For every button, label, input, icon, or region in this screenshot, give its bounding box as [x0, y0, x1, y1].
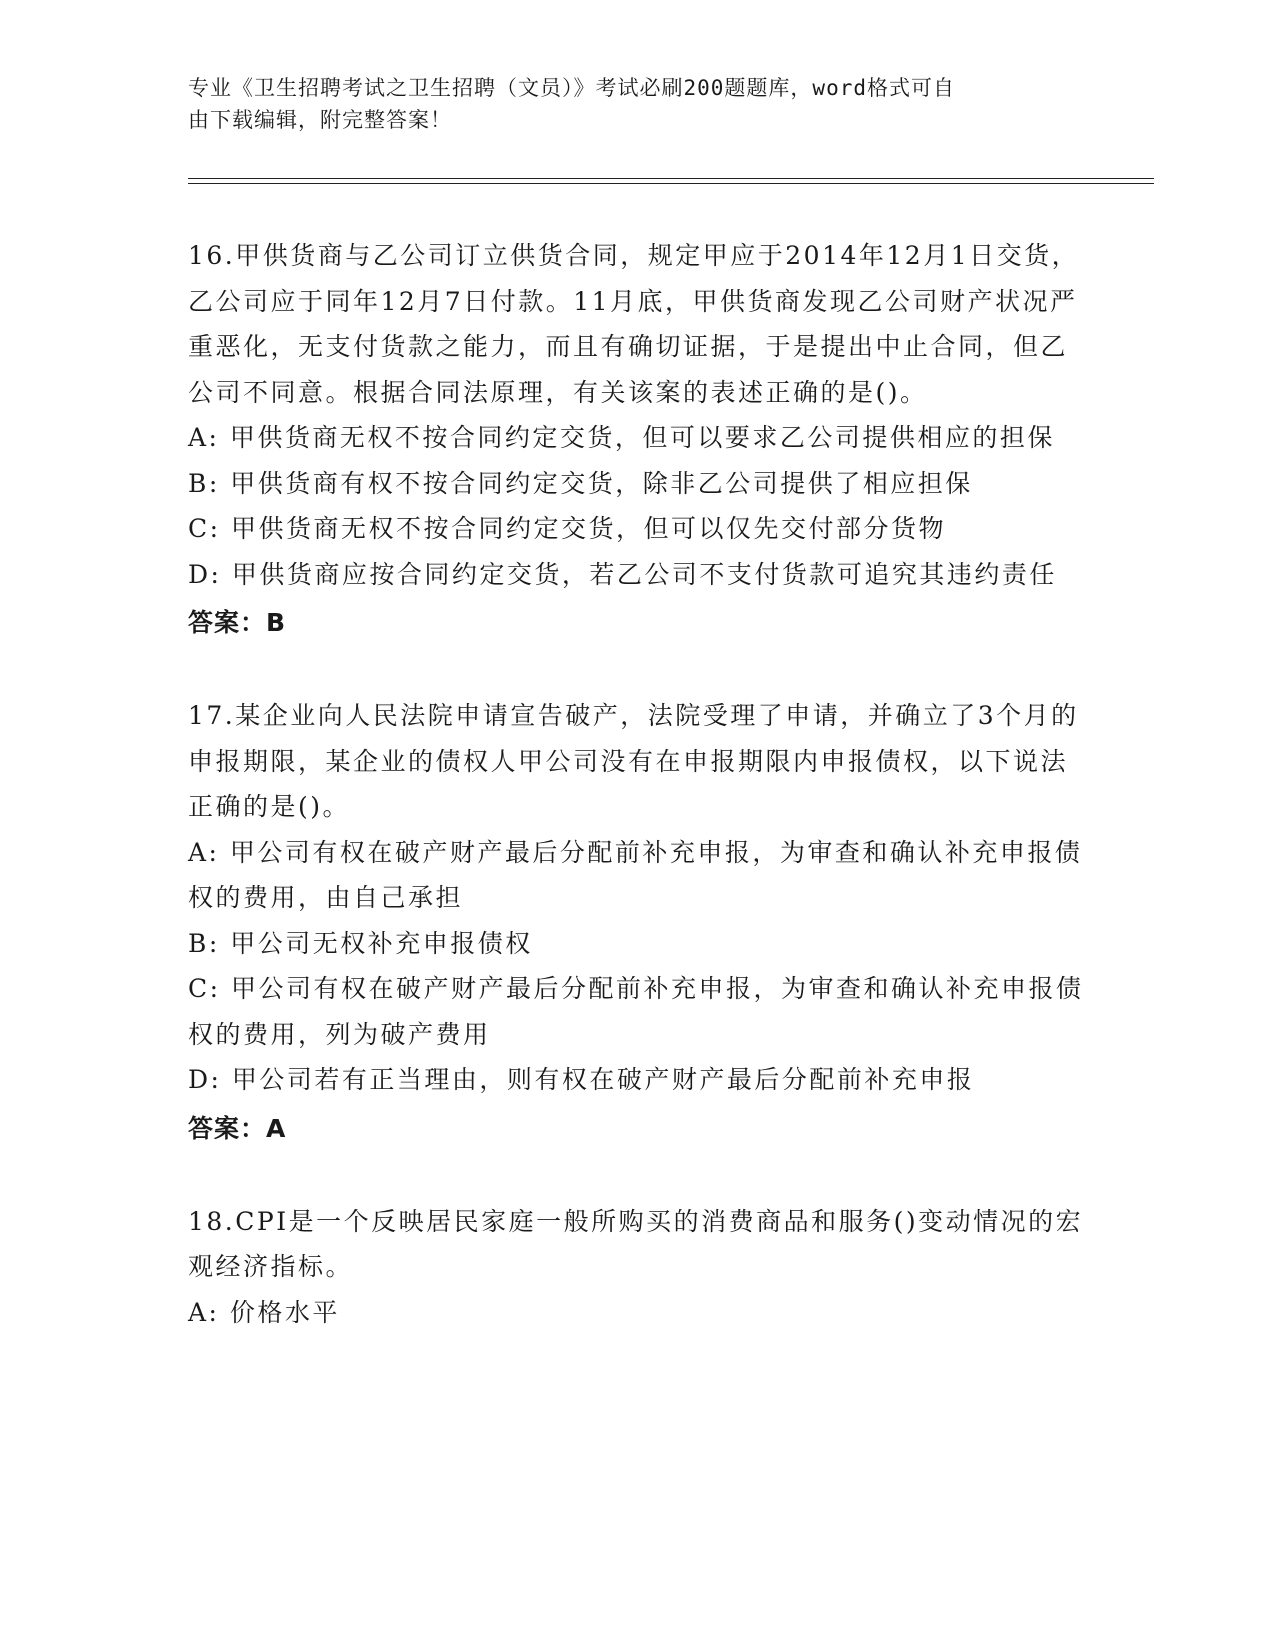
question-18 [188, 1199, 1088, 1336]
header-rule-bottom [188, 183, 1154, 184]
header-rule-top [188, 178, 1154, 179]
question-spacer [188, 649, 1088, 693]
header-line-1: 专业《卫生招聘考试之卫生招聘（文员）》考试必刷200题题库，word格式可自 [188, 76, 955, 100]
option-b: B: 甲公司无权补充申报债权 [188, 928, 533, 958]
option-c: C: 甲公司有权在破产财产最后分配前补充申报，为审查和确认补充申报债权的费用，列为破产费用 [188, 974, 1084, 1049]
question-stem: 16.甲供货商与乙公司订立供货合同，规定甲应于2014年12月1日交货，乙公司应于同年12月7日付款。11月底，甲供货商发现乙公司财产状况严重恶化，无支付货款之能力，而且有确切证据，于是提出中止合同，但乙公司不同意。根据合同法原理，有关该案的表述正确的是()。 [188, 241, 1080, 407]
answer-label: 答案：B [188, 608, 287, 637]
question-16 [188, 233, 1088, 649]
option-d: D: 甲公司若有正当理由，则有权在破产财产最后分配前补充申报 [188, 1065, 975, 1094]
question-list [188, 233, 1088, 1335]
question-spacer [188, 1155, 1088, 1199]
option-d: D: 甲供货商应按合同约定交货，若乙公司不支付货款可追究其违约责任 [188, 559, 1057, 589]
document-header [188, 72, 1078, 136]
option-c: C: 甲供货商无权不按合同约定交货，但可以仅先交付部分货物 [188, 514, 947, 543]
question-stem: 18.CPI是一个反映居民家庭一般所购买的消费商品和服务()变动情况的宏观经济指标。 [188, 1206, 1084, 1281]
option-a: A: 甲公司有权在破产财产最后分配前补充申报，为审查和确认补充申报债权的费用，由自己承担 [188, 837, 1083, 912]
question-stem: 17.某企业向人民法院申请宣告破产，法院受理了申请，并确立了3个月的申报期限，某企业的债权人甲公司没有在申报期限内申报债权，以下说法正确的是()。 [188, 701, 1079, 821]
answer-label: 答案：A [188, 1113, 287, 1143]
option-a: A: 价格水平 [188, 1297, 340, 1327]
option-a: A: 甲供货商无权不按合同约定交货，但可以要求乙公司提供相应的担保 [188, 423, 1055, 452]
question-17 [188, 693, 1088, 1155]
option-b: B: 甲供货商有权不按合同约定交货，除非乙公司提供了相应担保 [188, 468, 973, 498]
header-line-2: 由下载编辑，附完整答案！ [188, 108, 452, 132]
